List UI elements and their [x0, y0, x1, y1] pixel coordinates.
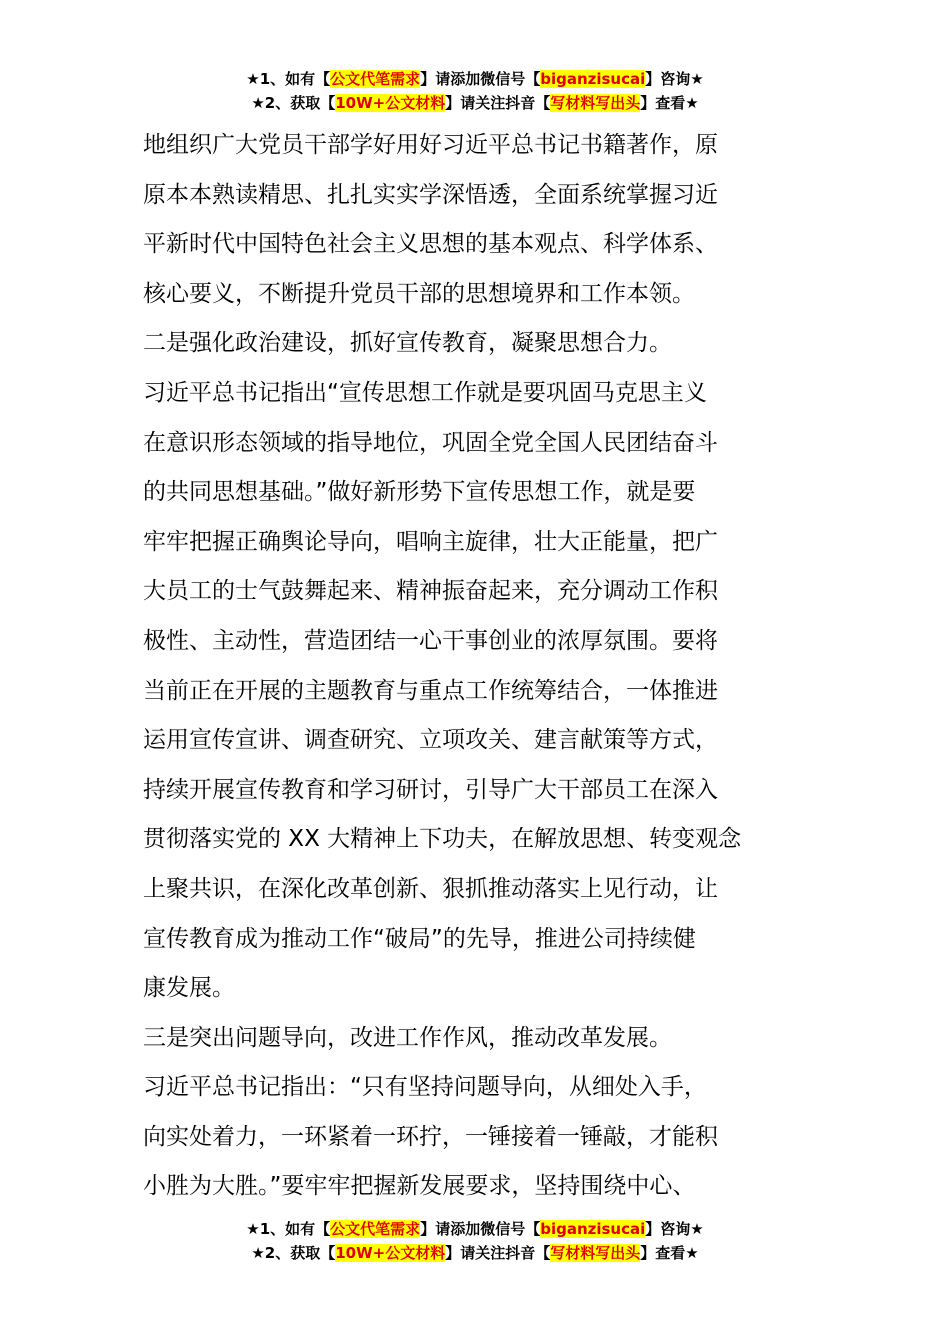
- text-line: 小胜为大胜。”要牢牢把握新发展要求，坚持围绕中心、: [143, 1173, 696, 1200]
- banner-text: ★1、如有【: [246, 70, 331, 88]
- banner-highlight: 10W+公文材料: [335, 94, 446, 112]
- text-line: 在意识形态领域的指导地位，巩固全党全国人民团结奋斗: [143, 429, 718, 456]
- banner-highlight: 写材料写出头: [550, 94, 641, 112]
- document-body: [143, 121, 813, 1212]
- banner-text: 】咨询★: [645, 70, 704, 88]
- banner-line-1: [0, 1217, 950, 1241]
- text-line: 的共同思想基础。”做好新形势下宣传思想工作，就是要: [143, 479, 696, 506]
- footer-banner: [0, 1217, 950, 1265]
- text-line: 习近平总书记指出“宣传思想工作就是要巩固马克思主义: [143, 379, 707, 406]
- banner-line-2: [0, 1241, 950, 1265]
- banner-text: ★1、如有【: [246, 1220, 331, 1238]
- text-line: 原本本熟读精思、扎扎实实学深悟透，全面系统掌握习近: [143, 181, 718, 208]
- text-line: 二是强化政治建设，抓好宣传教育，凝聚思想合力。: [143, 330, 672, 357]
- header-banner: [0, 67, 950, 115]
- text-line: 向实处着力，一环紧着一环拧，一锤接着一锤敲，才能积: [143, 1123, 718, 1150]
- text-line: 核心要义，不断提升党员干部的思想境界和工作本领。: [143, 280, 695, 307]
- banner-text: 】请添加微信号【: [420, 1220, 541, 1238]
- banner-line-2: [0, 91, 950, 115]
- banner-text: 】请关注抖音【: [445, 1244, 551, 1262]
- text-line: 大员工的士气鼓舞起来、精神振奋起来，充分调动工作积: [143, 578, 718, 605]
- banner-text: ★2、获取【: [251, 94, 336, 112]
- banner-highlight: 公文代笔需求: [330, 70, 421, 88]
- banner-highlight: biganzisucai: [540, 1220, 646, 1238]
- text-line: 牢牢把握正确舆论导向，唱响主旋律，壮大正能量，把广: [143, 528, 718, 555]
- banner-highlight: biganzisucai: [540, 70, 646, 88]
- text-line: 持续开展宣传教育和学习研讨，引导广大干部员工在深入: [143, 776, 718, 803]
- banner-text: ★2、获取【: [251, 1244, 336, 1262]
- text-line: 平新时代中国特色社会主义思想的基本观点、科学体系、: [143, 231, 718, 258]
- text-line: 宣传教育成为推动工作“破局”的先导，推进公司持续健: [143, 925, 696, 952]
- text-line: 极性、主动性，营造团结一心干事创业的浓厚氛围。要将: [143, 627, 718, 654]
- banner-text: 】查看★: [640, 1244, 699, 1262]
- text-line: 地组织广大党员干部学好用好习近平总书记书籍著作，原: [143, 132, 718, 158]
- banner-text: 】请关注抖音【: [445, 94, 551, 112]
- banner-highlight: 写材料写出头: [550, 1244, 641, 1262]
- banner-highlight: 公文代笔需求: [330, 1220, 421, 1238]
- text-line: 当前正在开展的主题教育与重点工作统筹结合，一体推进: [143, 677, 718, 704]
- text-line: 三是突出问题导向，改进工作作风，推动改革发展。: [143, 1024, 672, 1051]
- banner-text: 】咨询★: [645, 1220, 704, 1238]
- text-line: 运用宣传宣讲、调查研究、立项攻关、建言献策等方式，: [143, 727, 718, 754]
- banner-line-1: [0, 67, 950, 91]
- text-line: 康发展。: [143, 975, 235, 1002]
- text-line: 贯彻落实党的 XX 大精神上下功夫，在解放思想、转变观念: [143, 826, 742, 853]
- banner-text: 】查看★: [640, 94, 699, 112]
- banner-text: 】请添加微信号【: [420, 70, 541, 88]
- banner-highlight: 10W+公文材料: [335, 1244, 446, 1262]
- text-line: 习近平总书记指出：“只有坚持问题导向，从细处入手，: [143, 1074, 707, 1101]
- text-line: 上聚共识，在深化改革创新、狠抓推动落实上见行动，让: [143, 875, 718, 902]
